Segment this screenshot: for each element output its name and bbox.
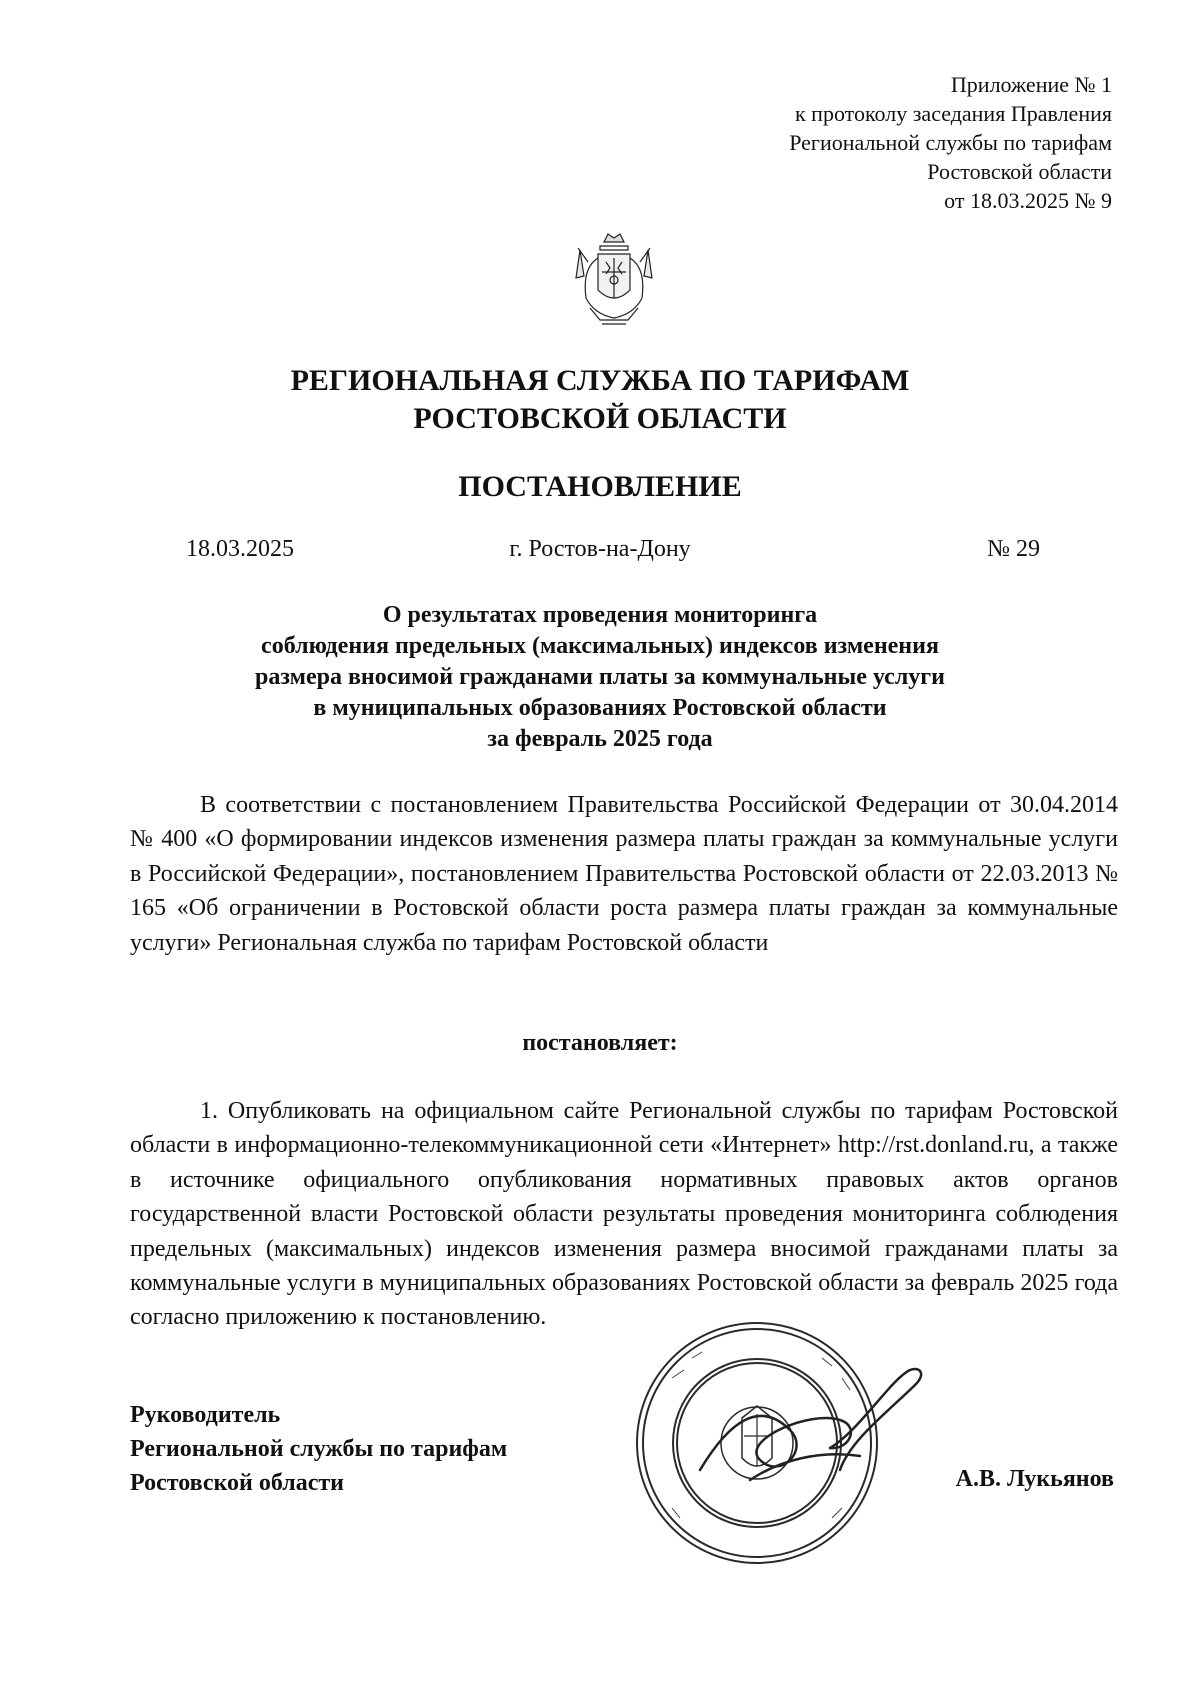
document-city: г. Ростов-на-Дону [509,536,691,562]
rostov-coat-of-arms-icon [570,228,658,332]
subject-line: в муниципальных образованиях Ростовской области [313,695,887,721]
appendix-line: Ростовской области [927,159,1112,184]
subject-line: соблюдения предельных (максимальных) индексов изменения [261,633,939,659]
appendix-note [789,70,1112,215]
appendix-line: от 18.03.2025 № 9 [944,188,1112,213]
subject-line: О результатах проведения мониторинга [382,602,818,628]
position-line: Ростовской области [130,1470,344,1496]
signatory-position [130,1398,507,1500]
subject-line: размера вносимой гражданами платы за коммунальные услуги [254,664,946,690]
appendix-line: Региональной службы по тарифам [789,130,1112,155]
handwritten-signature-icon [690,1360,930,1510]
org-line: РОСТОВСКОЙ ОБЛАСТИ [413,402,787,435]
subject-line: за февраль 2025 года [487,726,713,752]
document-date: 18.03.2025 [186,536,294,562]
document-number: № 29 [987,536,1040,562]
document-type: ПОСТАНОВЛЕНИЕ [458,470,742,503]
position-line: Руководитель [130,1402,281,1428]
item-1-paragraph: 1. Опубликовать на официальном сайте Региональной службы по тарифам Ростовской области в информационно-телекоммуникационной сети «Интернет» http://rst.donland.ru, а также в источнике официального опубликования нормативных правовых актов органов государственной власти Ростовской области результаты проведения мониторинга соблюдения предельных (максимальных) индексов изменения размера вносимой гражданами платы за коммунальные услуги в муниципальных образованиях Ростовской области за февраль 2025 года согласно приложению к постановлению. [130,1098,1118,1331]
resolves-heading: постановляет: [522,1030,678,1056]
organization-title [0,362,1200,438]
position-line: Региональной службы по тарифам [130,1436,508,1462]
document-subject [0,600,1200,755]
appendix-line: к протоколу заседания Правления [794,101,1112,126]
org-line: РЕГИОНАЛЬНАЯ СЛУЖБА ПО ТАРИФАМ [290,364,910,397]
signatory-name: А.В. Лукьянов [955,1466,1114,1492]
preamble-paragraph: В соответствии с постановлением Правительства Российской Федерации от 30.04.2014 № 400 «О формировании индексов изменения размера платы граждан за коммунальные услуги в Российской Федерации», постановлением Правительства Ростовской области от 22.03.2013 № 165 «Об ограничении в Ростовской области роста размера платы граждан за коммунальные услуги» Региональная служба по тарифам Ростовской области [130,792,1118,956]
appendix-line: Приложение № 1 [950,72,1112,97]
